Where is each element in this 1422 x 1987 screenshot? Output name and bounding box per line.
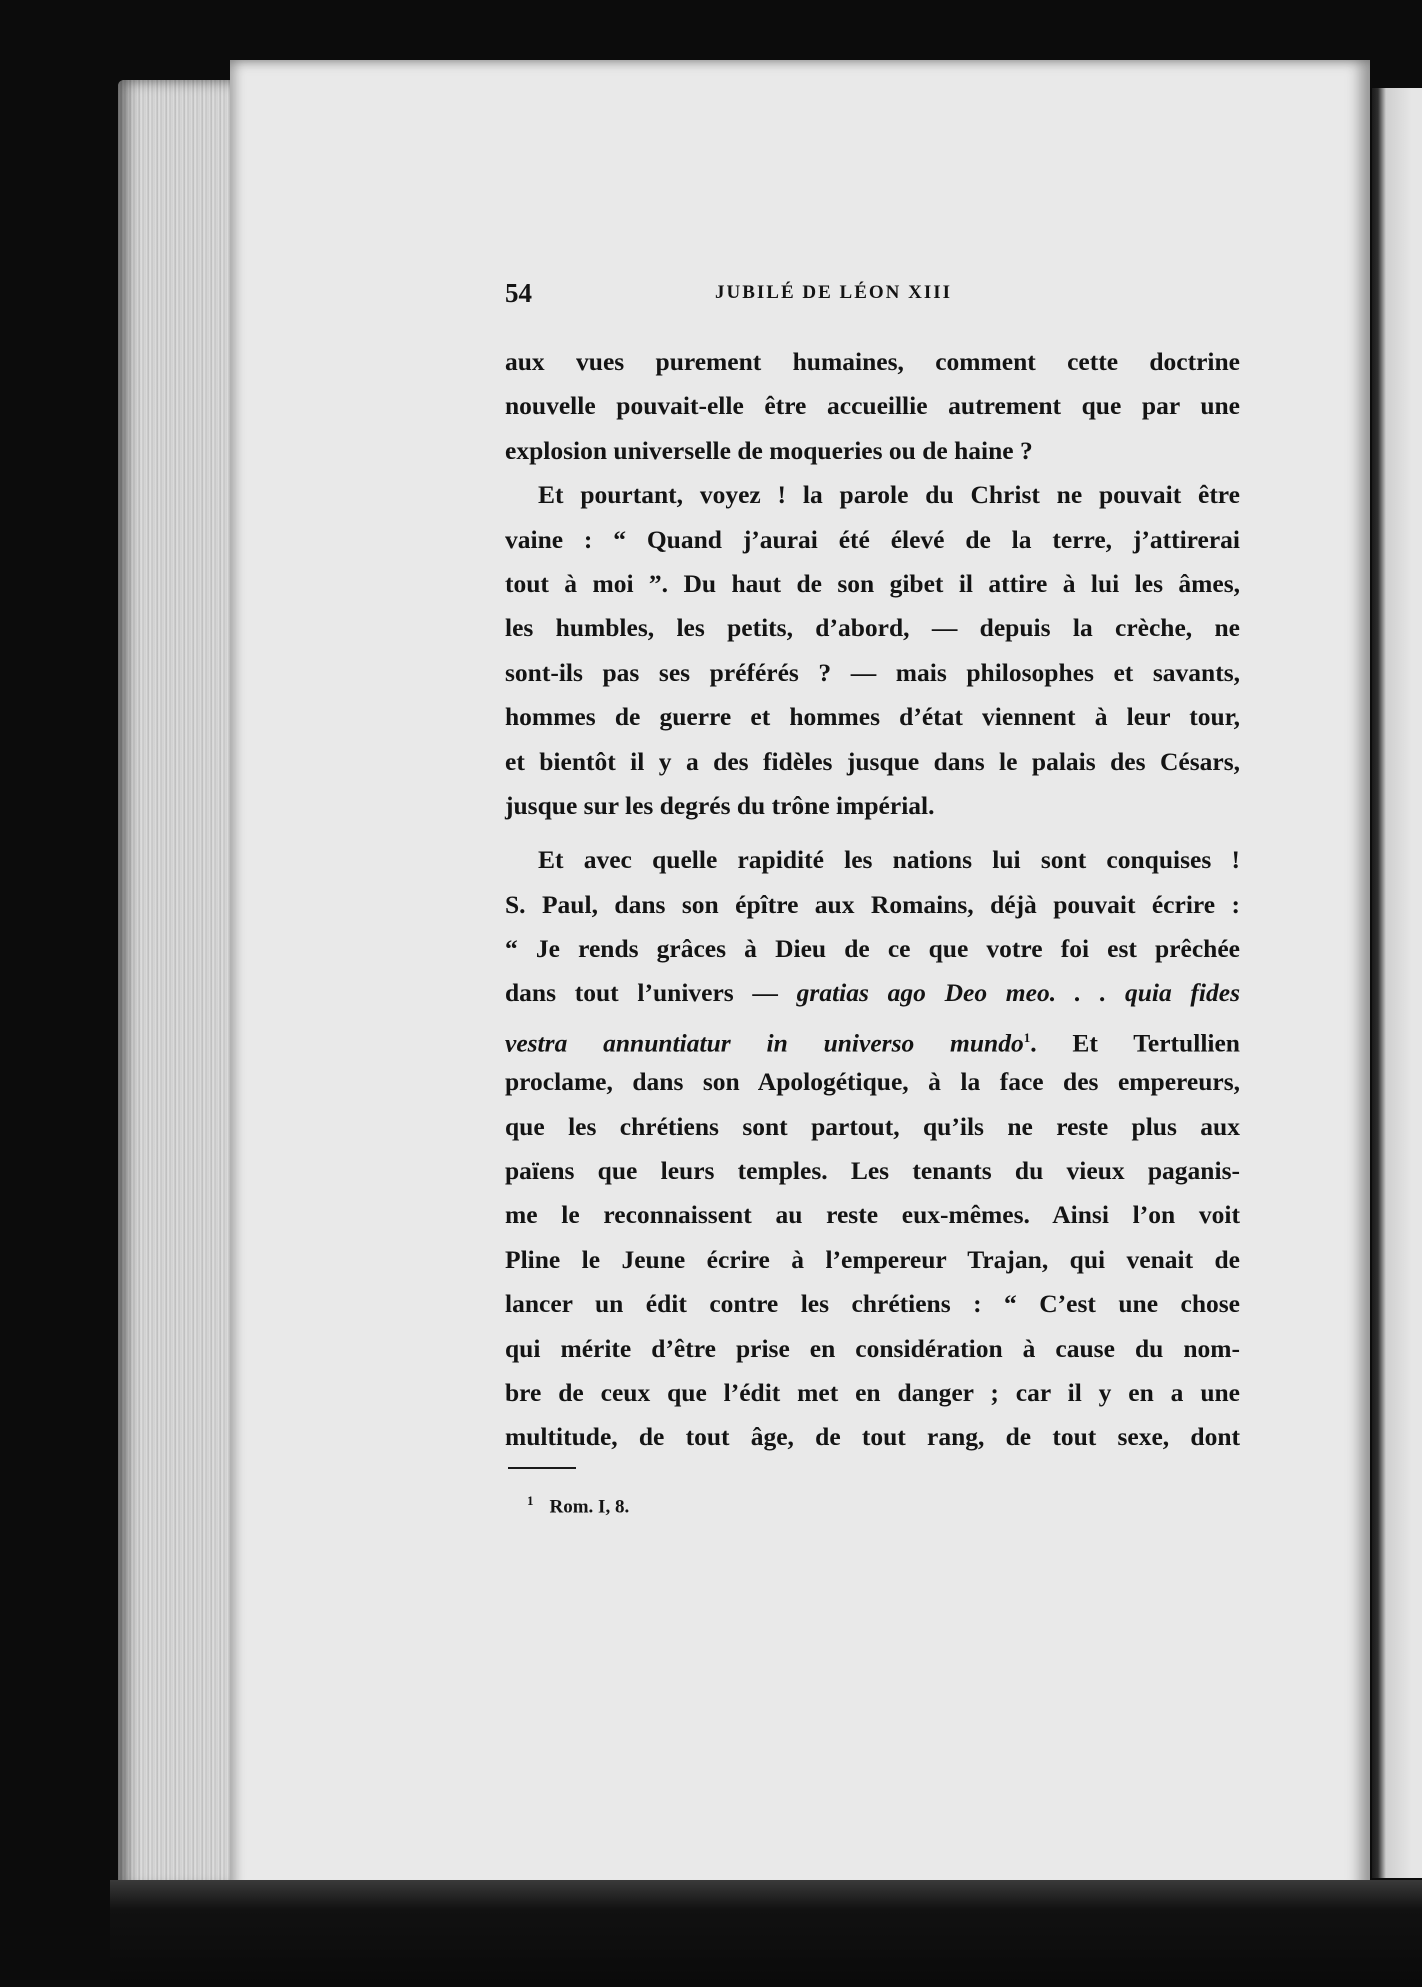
- page-number: 54: [505, 278, 532, 308]
- text-line: vaine : “ Quand j’aurai été élevé de la terre, j’attirerai: [505, 524, 1240, 554]
- text-line-with-latin: [505, 1016, 1240, 1060]
- text-line: Et avec quelle rapidité les nations lui sont conquises !: [538, 845, 1240, 875]
- text-line: S. Paul, dans son épître aux Romains, déjà pouvait écrire :: [505, 889, 1240, 919]
- running-title: JUBILÉ DE LÉON XIII: [715, 282, 953, 303]
- latin-quote: vestra annuntiatur in universo mundo: [505, 1028, 1024, 1058]
- facing-page-edge: [1372, 88, 1422, 1878]
- text-line: hommes de guerre et hommes d’état viennent à leur tour,: [505, 702, 1240, 732]
- text-line: nouvelle pouvait-elle être accueillie autrement que par une: [505, 391, 1240, 421]
- text-line: et bientôt il y a des fidèles jusque dans le palais des Césars,: [505, 746, 1240, 776]
- text-line: qui mérite d’être prise en considération à cause du nom-: [505, 1333, 1240, 1363]
- page-edges: [118, 80, 248, 1890]
- text-line-with-latin: [505, 971, 1240, 1015]
- text-line: païens que leurs temples. Les tenants du vieux paganis-: [505, 1156, 1240, 1186]
- text-line: me le reconnaissent au reste eux-mêmes. Ainsi l’on voit: [505, 1200, 1240, 1230]
- text-line: les humbles, les petits, d’abord, — depuis la crèche, ne: [505, 613, 1240, 643]
- running-head: [505, 278, 1240, 318]
- text-line: jusque sur les degrés du trône impérial.: [505, 790, 935, 820]
- text-line: sont-ils pas ses préférés ? — mais philosophes et savants,: [505, 657, 1240, 687]
- text-line: multitude, de tout âge, de tout rang, de tout sexe, dont: [505, 1422, 1240, 1452]
- body-text: [505, 340, 1240, 1460]
- text-line: Pline le Jeune écrire à l’empereur Trajan, qui venait de: [505, 1244, 1240, 1274]
- line-text: . Et Tertullien: [1030, 1028, 1240, 1058]
- footnote-rule: [508, 1467, 576, 1469]
- footnote-text: Rom. I, 8.: [549, 1496, 630, 1518]
- text-line: proclame, dans son Apologétique, à la face des empereurs,: [505, 1067, 1240, 1097]
- footnote-mark: 1: [527, 1493, 534, 1508]
- text-line: aux vues purement humaines, comment cette doctrine: [505, 347, 1240, 376]
- text-line: Et pourtant, voyez ! la parole du Christ ne pouvait être: [538, 480, 1240, 510]
- text-line: “ Je rends grâces à Dieu de ce que votre foi est prêchée: [505, 934, 1240, 964]
- text-line: tout à moi ”. Du haut de son gibet il attire à lui les âmes,: [505, 568, 1240, 598]
- text-line: explosion universelle de moqueries ou de haine ?: [505, 435, 1033, 465]
- paragraph-gap: [505, 828, 1240, 838]
- latin-quote: gratias ago Deo meo. . . quia fides: [796, 978, 1241, 1008]
- text-line: lancer un édit contre les chrétiens : “ C’est une chose: [505, 1289, 1240, 1319]
- bottom-shadow: [110, 1880, 1422, 1987]
- footnote: [527, 1493, 629, 1518]
- text-line: bre de ceux que l’édit met en danger ; car il y en a une: [505, 1377, 1240, 1407]
- line-text: dans tout l’univers —: [505, 978, 778, 1008]
- footnote-reference[interactable]: 1: [1023, 1029, 1031, 1045]
- text-line: que les chrétiens sont partout, qu’ils ne reste plus aux: [505, 1111, 1240, 1141]
